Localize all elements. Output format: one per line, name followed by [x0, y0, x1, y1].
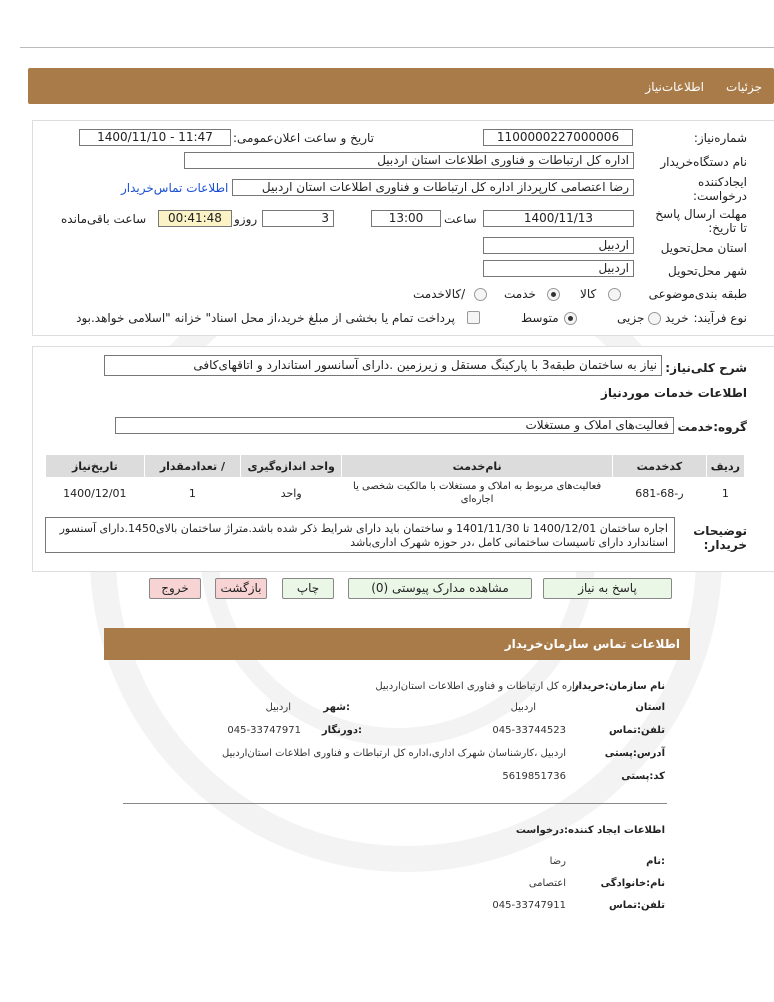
buyer-contact-link[interactable]: اطلاعات تماس‌خریدار — [121, 181, 229, 195]
service-group-label: گروه:خدمت — [677, 420, 747, 434]
contact-city-label: :شهر — [323, 702, 350, 713]
process-prefix: خرید — [665, 311, 689, 325]
contact-section-title: اطلاعات تماس سازمان‌خریدار — [504, 637, 680, 651]
category-option-goods-service: /کالاخدمت — [413, 287, 466, 301]
creator-phone-label: تلفن:تماس — [608, 900, 665, 911]
category-radio-goods[interactable] — [608, 288, 621, 301]
summary-label: شرح کلی‌نیاز: — [665, 361, 747, 375]
creator-last-name-value: اعتصامی — [528, 878, 566, 889]
service-group-field: فعالیت‌های املاک و مستغلات — [115, 417, 674, 434]
services-table — [45, 454, 745, 508]
category-option-service: خدمت — [504, 287, 536, 301]
print-button[interactable]: چاپ — [282, 578, 334, 599]
remaining-label: ساعت باقی‌مانده — [61, 212, 147, 226]
creator-first-name-value: رضا — [549, 856, 566, 867]
creator-field: رضا اعتصامی کارپرداز اداره کل ارتباطات و فناوری اطلاعات استان اردبیل — [232, 179, 634, 196]
contact-phone-label: تلفن:تماس — [608, 725, 665, 736]
summary-field: نیاز به ساختمان طبقه3 با پارکینگ مستقل و زیرزمین .دارای آسانسور استاندارد و اتاقهای‌کافی — [104, 355, 662, 376]
cell-service-name: فعالیت‌های مربوط به املاک و مستغلات با مالکیت شخصی یا اجاره‌ای — [342, 478, 613, 509]
deadline-time-field: 13:00 — [371, 210, 441, 227]
tab-details[interactable]: جزئیات — [726, 80, 762, 94]
col-need-date: تاریخ‌نیاز — [46, 455, 145, 478]
buyer-notes-label: توضیحات خریدار: — [693, 524, 747, 552]
deadline-date-field: 1400/11/13 — [483, 210, 634, 227]
process-radio-minor[interactable] — [648, 312, 661, 325]
table-header-row — [46, 455, 745, 478]
creator-last-name-label: نام:خانوادگی — [600, 878, 665, 889]
contact-org-label: نام سازمان:خریدار — [572, 681, 665, 692]
cell-row: 1 — [706, 478, 744, 509]
attachments-button[interactable]: مشاهده مدارک پیوستی (0) — [348, 578, 532, 599]
category-option-goods: کالا — [580, 287, 597, 301]
contact-postal-label: کد:پستی — [621, 771, 665, 782]
days-field — [262, 210, 334, 227]
category-radio-service[interactable] — [547, 288, 560, 301]
need-number-label: شماره‌نیاز: — [693, 131, 747, 145]
tab-need-info[interactable]: اطلاعات‌نیاز — [645, 80, 704, 94]
creator-first-name-label: :نام — [646, 856, 665, 867]
contact-divider — [123, 803, 667, 804]
remaining-time-field: 00:41:48 — [158, 210, 232, 227]
creator-info-title: اطلاعات ایجاد کننده:درخواست — [515, 825, 665, 836]
category-label: طبقه بندی‌موضوعی — [648, 287, 747, 301]
services-table-wrap — [45, 454, 745, 508]
contact-postal-value: 5619851736 — [502, 771, 566, 782]
col-row: ردیف — [706, 455, 744, 478]
contact-fax-label: :دورنگار — [321, 725, 362, 736]
contact-province-label: استان — [635, 702, 665, 713]
need-number-field: 1100000227000006 — [483, 129, 633, 146]
delivery-city-label: شهر محل‌تحویل — [668, 264, 747, 278]
creator-phone-value: 045-33747911 — [492, 900, 566, 911]
buyer-org-field: اداره کل ارتباطات و فناوری اطلاعات استان اردبیل — [184, 152, 634, 169]
reply-button[interactable]: پاسخ به نیاز — [543, 578, 672, 599]
table-row — [46, 478, 745, 509]
col-service-code: کدخدمت — [613, 455, 707, 478]
delivery-city-field: اردبیل — [483, 260, 634, 277]
treasury-payment-checkbox[interactable] — [467, 311, 480, 324]
cell-need-date: 1400/12/01 — [46, 478, 145, 509]
contact-address-label: آدرس:پستی — [604, 748, 665, 759]
process-option-medium: متوسط — [521, 311, 559, 325]
contact-address-value: اردبیل ،کارشناسان شهرک اداری،اداره کل ارتباطات و فناوری اطلاعات استان‌اردبیل — [221, 748, 566, 759]
contact-org-value: اداره کل ارتباطات و فناوری اطلاعات استان‌اردبیل — [375, 681, 582, 692]
contact-city-value: اردبیل — [265, 702, 291, 713]
creator-label: ایجادکننده درخواست: — [693, 175, 747, 203]
time-label: ساعت — [444, 212, 477, 226]
payment-note: پرداخت تمام یا بخشی از مبلغ خرید،از محل اسناد" خزانه "اسلامی خواهد.بود — [76, 311, 455, 325]
services-title: اطلاعات خدمات موردنیاز — [600, 386, 747, 400]
contact-section-bar — [104, 628, 690, 660]
contact-fax-value: 045-33747971 — [227, 725, 301, 736]
cell-quantity: 1 — [144, 478, 240, 509]
header-bar — [28, 68, 774, 104]
delivery-province-field: اردبیل — [483, 237, 634, 254]
process-option-minor: جزیی — [617, 311, 645, 325]
back-button[interactable]: بازگشت — [215, 578, 267, 599]
process-radio-medium[interactable] — [564, 312, 577, 325]
col-unit: واحد اندازه‌گیری — [241, 455, 342, 478]
cell-service-code: ر-68-681 — [613, 478, 707, 509]
days-value: 3 — [321, 211, 329, 225]
buyer-notes-field: اجاره ساختمان 1400/12/01 تا 1401/11/30 و ساختمان باید دارای شرایط ذکر شده باشد.متراژ ساختمان بالای1450.دارای آسنسور استاندارد دارای تاسیسات ساختمانی کامل ،در حوزه شهرک اداری‌باشد — [45, 517, 675, 553]
process-label: نوع فرآیند: — [693, 311, 747, 325]
category-radio-goods-service[interactable] — [474, 288, 487, 301]
buyer-org-label: نام دستگاه‌خریدار — [660, 155, 747, 169]
col-quantity: / تعدادمقدار — [144, 455, 240, 478]
cell-unit: واحد — [241, 478, 342, 509]
announce-field: 1400/11/10 - 11:47 — [79, 129, 231, 146]
announce-label: تاریخ و ساعت اعلان‌عمومی: — [232, 131, 374, 145]
exit-button[interactable]: خروج — [149, 578, 201, 599]
top-divider — [20, 47, 774, 48]
col-service-name: نام‌خدمت — [342, 455, 613, 478]
days-label: روزو — [234, 212, 258, 226]
contact-phone-value: 045-33744523 — [492, 725, 566, 736]
contact-province-value: اردبیل — [510, 702, 536, 713]
delivery-province-label: استان محل‌تحویل — [660, 241, 747, 255]
deadline-label: مهلت ارسال پاسخ تا تاریخ: — [655, 207, 747, 235]
